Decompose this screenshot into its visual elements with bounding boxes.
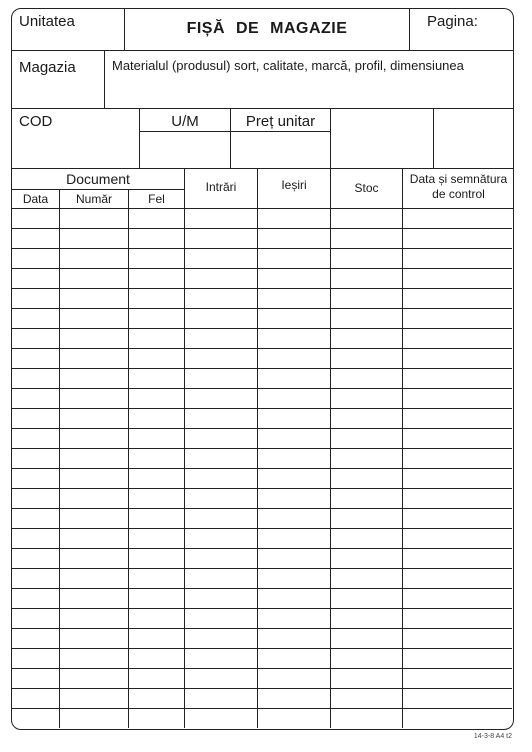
material-label: Materialul (produsul) sort, calitate, marcă, profil, dimensiunea bbox=[112, 58, 464, 73]
unit-measure-label: U/M bbox=[171, 113, 199, 130]
date-column-label: Data bbox=[22, 192, 49, 206]
header-divider-right bbox=[409, 9, 410, 50]
type-column-label: Fel bbox=[148, 192, 165, 206]
price-header-divider bbox=[139, 131, 330, 132]
price-divider bbox=[330, 108, 331, 168]
document-subheader-divider bbox=[12, 189, 184, 190]
document-label: Document bbox=[66, 171, 130, 187]
code-label: COD bbox=[19, 113, 53, 130]
page-label: Pagina: bbox=[427, 13, 478, 30]
header-divider bbox=[12, 50, 513, 51]
unit-label: Unitatea bbox=[19, 13, 75, 30]
material-row-divider bbox=[12, 108, 513, 109]
stock-column-label: Stoc bbox=[354, 181, 379, 195]
table-header-divider bbox=[12, 208, 513, 209]
warehouse-label: Magazia bbox=[19, 59, 76, 76]
exits-column-label: Ieșiri bbox=[281, 178, 307, 192]
control-column-label-line1: Data și semnătura bbox=[409, 172, 508, 186]
control-column-label-line2: de control bbox=[432, 187, 485, 201]
form-title: FIȘĂ DE MAGAZIE bbox=[186, 20, 348, 37]
entries-column-label: Intrări bbox=[205, 180, 237, 194]
number-column-label: Număr bbox=[75, 192, 112, 206]
extra-divider bbox=[433, 108, 434, 168]
warehouse-divider bbox=[104, 50, 105, 108]
unit-price-label: Preț unitar bbox=[245, 113, 316, 130]
form-code: 14-3-8 A4 t2 bbox=[473, 733, 512, 740]
stock-card-form bbox=[11, 8, 514, 730]
code-row-divider bbox=[12, 168, 513, 169]
